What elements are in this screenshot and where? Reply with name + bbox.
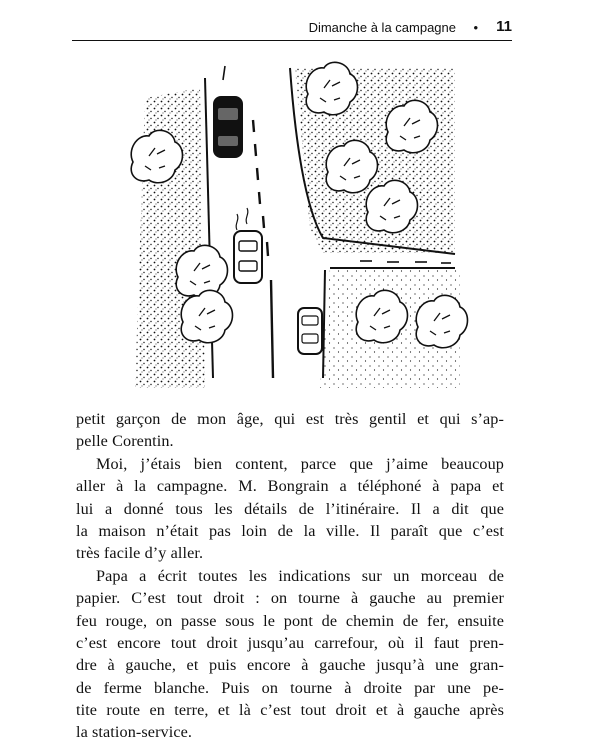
dark-car <box>213 96 243 158</box>
text-line: pelle Corentin. <box>76 432 174 451</box>
running-header <box>72 14 512 41</box>
chapter-title: Dimanche à la campagne <box>308 20 456 35</box>
text-line: Papa a écrit toutes les indications sur un morceau de <box>96 566 504 585</box>
page-number: 11 <box>496 18 512 35</box>
text-line: petit garçon de mon âge, qui est très gentil et qui s’ap- <box>76 410 504 428</box>
text-line: aller à la campagne. M. Bongrain a téléphoné à papa et <box>76 477 504 496</box>
text-line: de ferme blanche. Puis on tourne à droite par une pe- <box>76 678 504 697</box>
body-text <box>76 408 504 744</box>
crossroad-dashes <box>360 261 451 263</box>
small-car <box>298 308 322 354</box>
text-line: papier. C’est tout droit : on tourne à gauche au premier <box>76 589 504 608</box>
text-line: Moi, j’étais bien content, parce que j’aime beaucoup <box>96 454 504 473</box>
text-line: feu rouge, on passe sous le pont de chemin de fer, ensuite <box>76 611 504 630</box>
text-line: très facile d’y aller. <box>76 544 204 563</box>
text-line: la station-service. <box>76 723 193 742</box>
road-illustration <box>125 58 485 388</box>
text-line: lui a donné tous les détails de l’itinéraire. Il a dit que <box>76 499 504 518</box>
text-line: dre à gauche, et puis encore à gauche jusqu’à une gran- <box>76 656 504 675</box>
text-line: c’est encore tout droit jusqu’au carrefour, où il faut pren- <box>76 633 504 652</box>
text-line: la maison n’était pas loin de la ville. Il paraît que c’est <box>76 521 504 540</box>
text-line: tite route en terre, et là c’est tout droit et à gauche après <box>76 701 504 720</box>
header-bullet: • <box>473 20 478 35</box>
white-car <box>234 208 262 283</box>
